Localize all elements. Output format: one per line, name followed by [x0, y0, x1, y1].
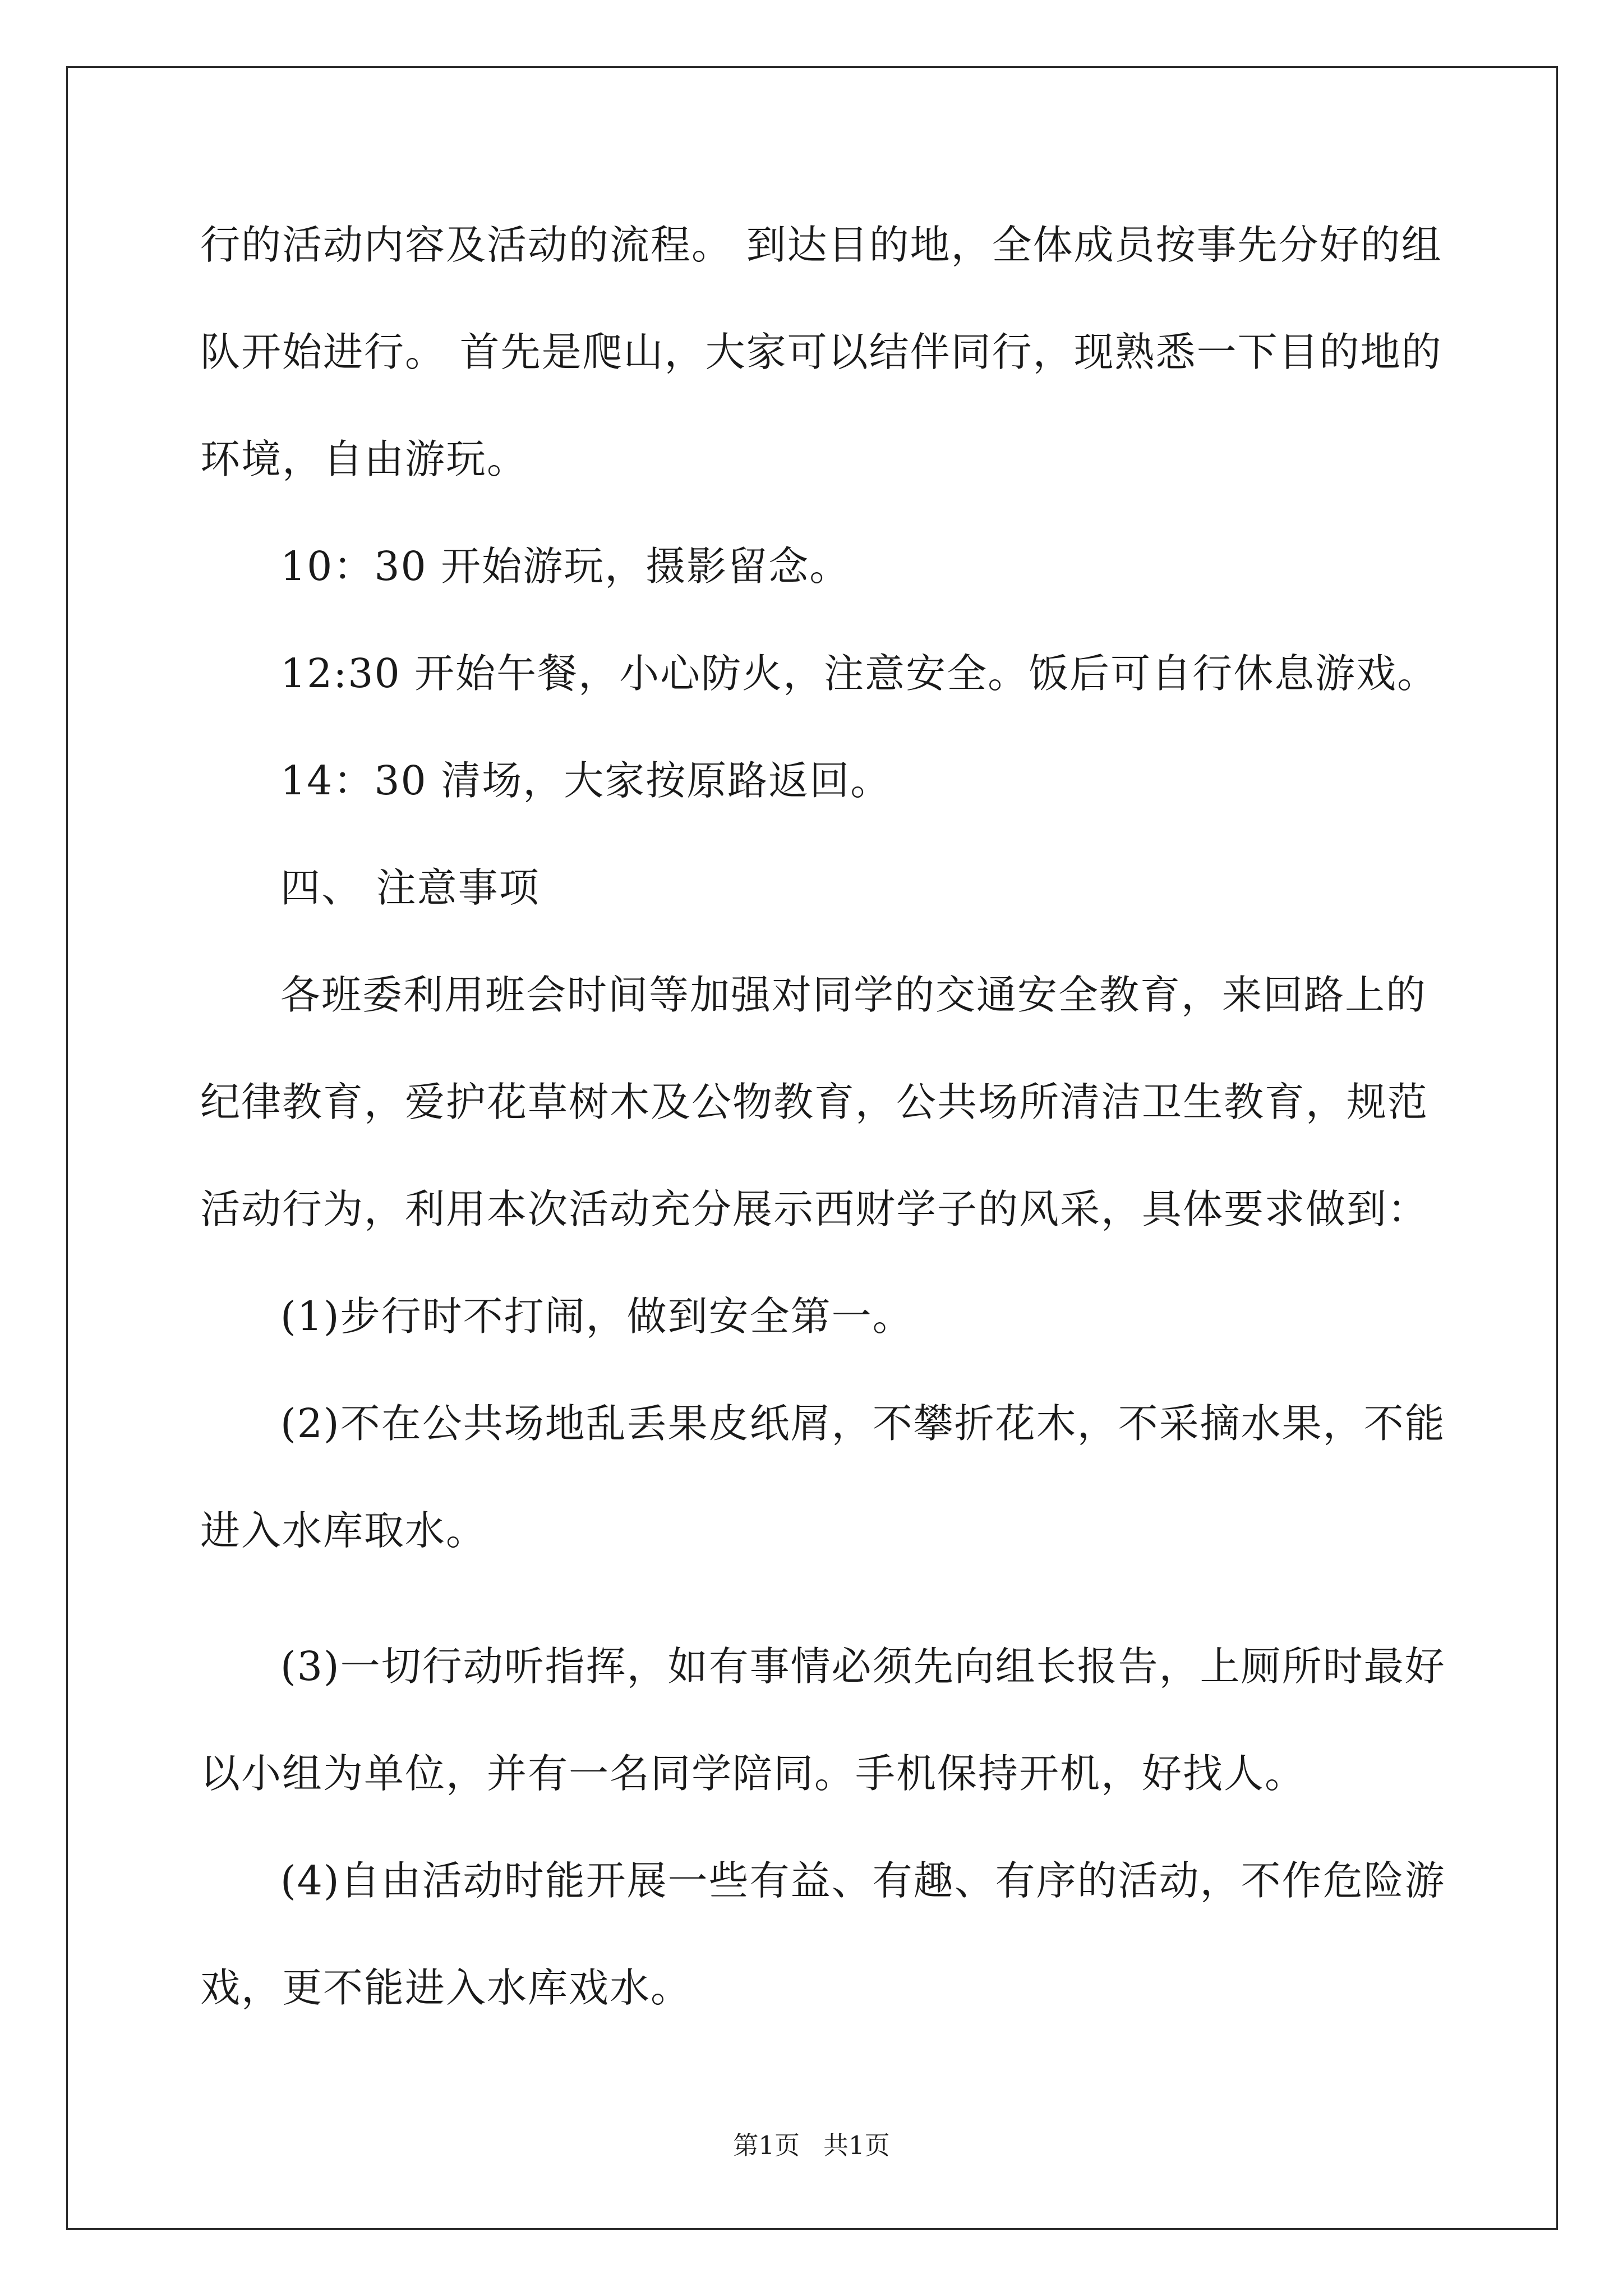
page-number: 第1页	[733, 2131, 800, 2160]
text-line: 14：30 清场，大家按原路返回。	[280, 757, 892, 804]
text-line: 以小组为单位，并有一名同学陪同。手机保持开机，好找人。	[200, 1750, 1306, 1797]
list-item: (2)不在公共场地乱丢果皮纸屑，不攀折花木，不采摘水果，不能	[280, 1400, 1446, 1447]
text-line: 戏，更不能进入水库戏水。	[200, 1964, 692, 2011]
list-item: (4)自由活动时能开展一些有益、有趣、有序的活动，不作危险游	[280, 1857, 1446, 1904]
text-line: 行的活动内容及活动的流程。 到达目的地，全体成员按事先分好的组	[200, 222, 1442, 268]
text-line: 活动行为，利用本次活动充分展示西财学子的风采，具体要求做到：	[200, 1186, 1429, 1232]
section-heading: 四、 注意事项	[280, 864, 540, 911]
list-item: (1)步行时不打闹，做到安全第一。	[280, 1293, 914, 1340]
text-line: 12:30 开始午餐，小心防火，注意安全。饭后可自行休息游戏。	[280, 650, 1438, 697]
page-total: 共1页	[823, 2131, 890, 2160]
page-footer	[0, 2129, 1623, 2162]
text-line: 10：30 开始游玩，摄影留念。	[280, 543, 851, 590]
document-body	[200, 217, 1446, 2016]
text-line: 纪律教育，爱护花草树木及公物教育，公共场所清洁卫生教育，规范	[200, 1079, 1429, 1125]
text-line: 环境，自由游玩。	[200, 436, 528, 482]
text-line: 进入水库取水。	[200, 1507, 487, 1554]
list-item: (3)一切行动听指挥，如有事情必须先向组长报告，上厕所时最好	[280, 1643, 1446, 1690]
text-line: 队开始进行。 首先是爬山，大家可以结伴同行，现熟悉一下目的地的	[200, 329, 1442, 375]
text-line: 各班委利用班会时间等加强对同学的交通安全教育，来回路上的	[280, 972, 1427, 1018]
